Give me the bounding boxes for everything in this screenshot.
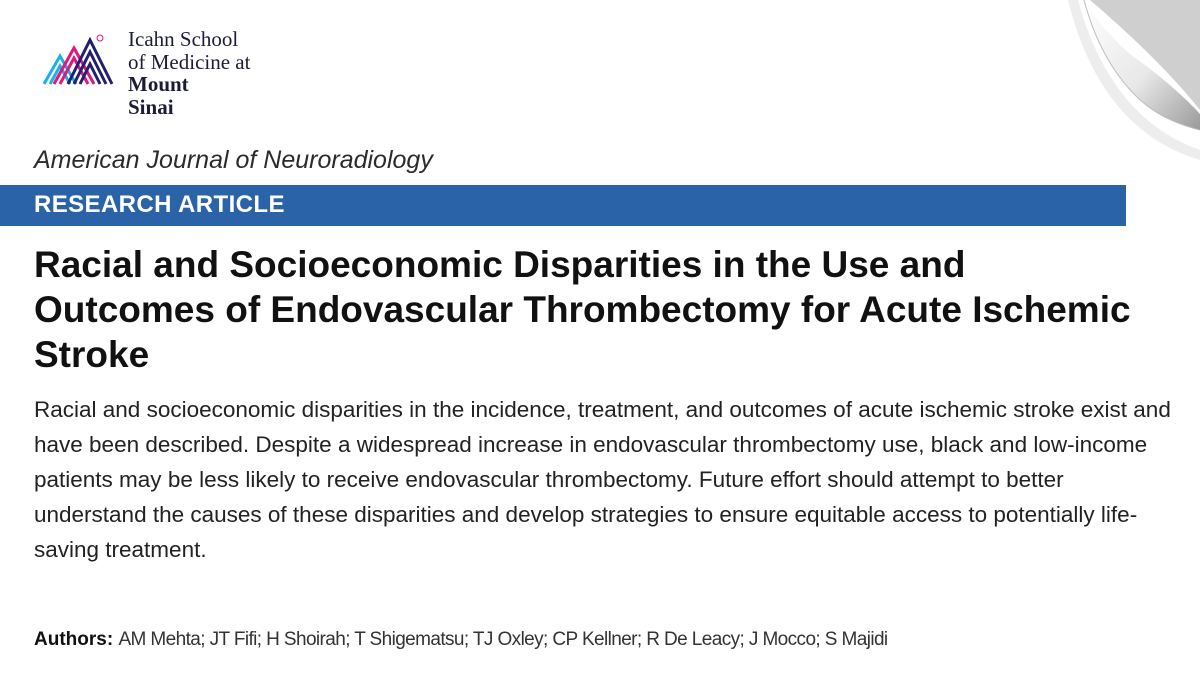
article-type-banner xyxy=(0,185,1126,226)
authors-line xyxy=(34,629,888,651)
authors-list: AM Mehta; JT Fifi; H Shoirah; T Shigematsu; TJ Oxley; CP Kellner; R De Leacy; J Mocco; S Majidi xyxy=(118,629,888,650)
article-type-label: RESEARCH ARTICLE xyxy=(34,191,285,218)
institution-name-line-3: Mount xyxy=(128,72,189,96)
article-summary: Racial and socioeconomic disparities in the incidence, treatment, and outcomes of acute ischemic stroke exist and have been described. Despite a widespread increase in endovascular thrombectomy use, black and low-income patients may be less likely to receive endovascular thrombectomy. Future effort should attempt to better understand the causes of these disparities and develop strategies to ensure equitable access to potentially life-saving treatment. xyxy=(34,397,1171,562)
article-title: Racial and Socioeconomic Disparities in the Use and Outcomes of Endovascular Thrombectomy for Acute Ischemic Stroke xyxy=(34,244,1131,375)
institution-name xyxy=(128,28,328,118)
journal-name: American Journal of Neuroradiology xyxy=(34,146,433,174)
mount-sinai-logo-icon xyxy=(40,32,120,88)
authors-label: Authors: xyxy=(34,629,114,650)
institution-name-line-4: Sinai xyxy=(128,94,174,119)
institution-name-line-1: Icahn School xyxy=(128,27,239,51)
institution-name-line-2: of Medicine at xyxy=(128,49,251,74)
